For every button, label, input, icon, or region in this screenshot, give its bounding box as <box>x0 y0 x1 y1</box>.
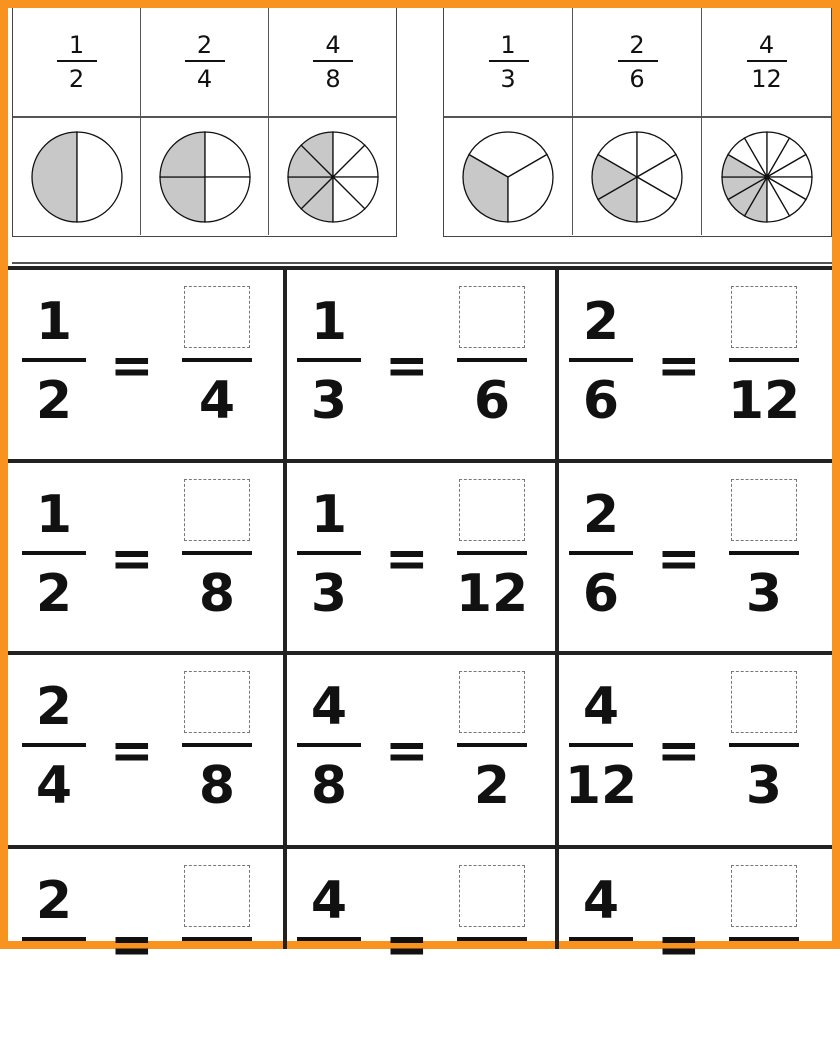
problem-denominator: 3 <box>310 371 348 431</box>
reference-denominator: 3 <box>500 65 516 93</box>
shaded-slice <box>32 132 77 222</box>
fraction-circle-icon <box>158 130 252 228</box>
problem-fraction-bar <box>22 937 86 941</box>
reference-table-thirds <box>443 8 832 237</box>
answer-input-box[interactable] <box>459 286 525 348</box>
reference-denominator: 12 <box>751 65 782 93</box>
problem-denominator: 2 <box>35 564 73 624</box>
empty-slice <box>77 132 122 222</box>
answer-input-box[interactable] <box>184 671 250 733</box>
problem-denominator: 6 <box>582 564 620 624</box>
fraction-circle-icon <box>590 130 684 228</box>
reference-cell <box>13 8 141 235</box>
fraction-circle-icon <box>720 130 814 228</box>
problem-cell <box>559 849 832 1037</box>
shaded-slice <box>160 132 205 177</box>
reference-fraction-bar <box>747 60 787 62</box>
reference-denominator: 2 <box>68 65 85 93</box>
reference-cell <box>702 8 831 235</box>
answer-input-box[interactable] <box>731 865 797 927</box>
answer-fraction-bar <box>729 937 799 941</box>
problem-denominator: 6 <box>582 371 620 431</box>
answer-input-box[interactable] <box>459 865 525 927</box>
reference-numerator: 4 <box>758 31 775 59</box>
equals-sign: = <box>110 336 154 396</box>
answer-denominator: 12 <box>455 564 529 624</box>
reference-numerator: 2 <box>196 31 213 59</box>
problem-numerator: 4 <box>310 677 348 737</box>
reference-fraction-bar <box>185 60 225 62</box>
problem-fraction-bar <box>569 743 633 747</box>
problem-denominator: 12 <box>564 756 638 816</box>
orange-border-right <box>832 0 840 949</box>
equals-sign: = <box>657 529 701 589</box>
reference-fraction-bar <box>618 60 658 62</box>
orange-border-top <box>0 0 840 8</box>
answer-denominator: 2 <box>473 756 511 816</box>
answer-fraction-bar <box>729 551 799 555</box>
problem-numerator: 2 <box>582 292 620 352</box>
equals-sign: = <box>657 915 701 975</box>
problem-fraction-bar <box>22 551 86 555</box>
problem-numerator: 2 <box>35 677 73 737</box>
problem-denominator: 3 <box>310 564 348 624</box>
problem-numerator: 4 <box>582 871 620 931</box>
problem-cell <box>12 849 283 1037</box>
problem-fraction-bar <box>569 551 633 555</box>
answer-denominator: 12 <box>727 371 801 431</box>
equals-sign: = <box>385 721 429 781</box>
problem-cell <box>559 463 832 651</box>
answer-input-box[interactable] <box>459 671 525 733</box>
answer-input-box[interactable] <box>731 671 797 733</box>
answer-input-box[interactable] <box>731 286 797 348</box>
problem-cell <box>12 463 283 651</box>
problem-cell <box>559 655 832 843</box>
fraction-circle-icon <box>286 130 380 228</box>
answer-denominator: 3 <box>745 564 783 624</box>
problem-numerator: 1 <box>35 485 73 545</box>
reference-cell <box>573 8 702 235</box>
reference-numerator: 1 <box>500 31 516 59</box>
equals-sign: = <box>385 529 429 589</box>
problem-cell <box>12 655 283 843</box>
answer-input-box[interactable] <box>731 479 797 541</box>
problem-cell <box>287 849 555 1037</box>
answer-denominator: 8 <box>198 756 236 816</box>
answer-fraction-bar <box>182 743 252 747</box>
equals-sign: = <box>110 529 154 589</box>
answer-denominator: 4 <box>198 371 236 431</box>
problem-cell <box>12 270 283 458</box>
problem-numerator: 4 <box>310 871 348 931</box>
reference-table-halves <box>12 8 397 237</box>
problem-cell <box>287 463 555 651</box>
reference-numerator: 1 <box>68 31 85 59</box>
answer-input-box[interactable] <box>459 479 525 541</box>
answer-denominator: 6 <box>473 371 511 431</box>
reference-cell <box>141 8 269 235</box>
equals-sign: = <box>385 336 429 396</box>
answer-input-box[interactable] <box>184 479 250 541</box>
problem-denominator: 2 <box>35 371 73 431</box>
empty-slice <box>205 132 250 177</box>
problem-denominator: 8 <box>310 756 348 816</box>
problem-cell <box>287 270 555 458</box>
answer-fraction-bar <box>182 358 252 362</box>
reference-numerator: 4 <box>325 31 341 59</box>
problem-numerator: 2 <box>582 485 620 545</box>
reference-numerator: 2 <box>629 31 645 59</box>
reference-denominator: 8 <box>325 65 341 93</box>
answer-fraction-bar <box>729 743 799 747</box>
reference-fraction-bar <box>57 60 97 62</box>
problem-numerator: 1 <box>310 485 348 545</box>
problem-numerator: 1 <box>310 292 348 352</box>
problem-fraction-bar <box>569 358 633 362</box>
equals-sign: = <box>110 915 154 975</box>
equals-sign: = <box>110 721 154 781</box>
problem-numerator: 1 <box>35 292 73 352</box>
reference-denominator: 6 <box>629 65 645 93</box>
problem-cell <box>559 270 832 458</box>
answer-fraction-bar <box>457 551 527 555</box>
equals-sign: = <box>385 915 429 975</box>
problem-fraction-bar <box>22 358 86 362</box>
reference-cell <box>444 8 573 235</box>
answer-denominator: 3 <box>745 756 783 816</box>
shaded-slice <box>160 177 205 222</box>
problem-fraction-bar <box>297 743 361 747</box>
equals-sign: = <box>657 721 701 781</box>
answer-input-box[interactable] <box>184 286 250 348</box>
answer-fraction-bar <box>457 937 527 941</box>
orange-border-left <box>0 0 8 949</box>
answer-fraction-bar <box>457 358 527 362</box>
answer-input-box[interactable] <box>184 865 250 927</box>
problem-cell <box>287 655 555 843</box>
reference-bottom-line <box>12 262 832 264</box>
answer-fraction-bar <box>182 937 252 941</box>
problem-fraction-bar <box>22 743 86 747</box>
problem-fraction-bar <box>569 937 633 941</box>
answer-denominator: 8 <box>198 564 236 624</box>
reference-denominator: 4 <box>196 65 213 93</box>
reference-cell <box>269 8 397 235</box>
problem-fraction-bar <box>297 937 361 941</box>
fraction-circle-icon <box>30 130 124 228</box>
reference-fraction-bar <box>313 60 353 62</box>
reference-fraction-bar <box>489 60 529 62</box>
problem-denominator: 4 <box>35 756 73 816</box>
answer-fraction-bar <box>182 551 252 555</box>
problem-fraction-bar <box>297 358 361 362</box>
problem-numerator: 2 <box>35 871 73 931</box>
fraction-circle-icon <box>461 130 555 228</box>
problem-fraction-bar <box>297 551 361 555</box>
empty-slice <box>205 177 250 222</box>
answer-fraction-bar <box>457 743 527 747</box>
equals-sign: = <box>657 336 701 396</box>
problem-numerator: 4 <box>582 677 620 737</box>
answer-fraction-bar <box>729 358 799 362</box>
